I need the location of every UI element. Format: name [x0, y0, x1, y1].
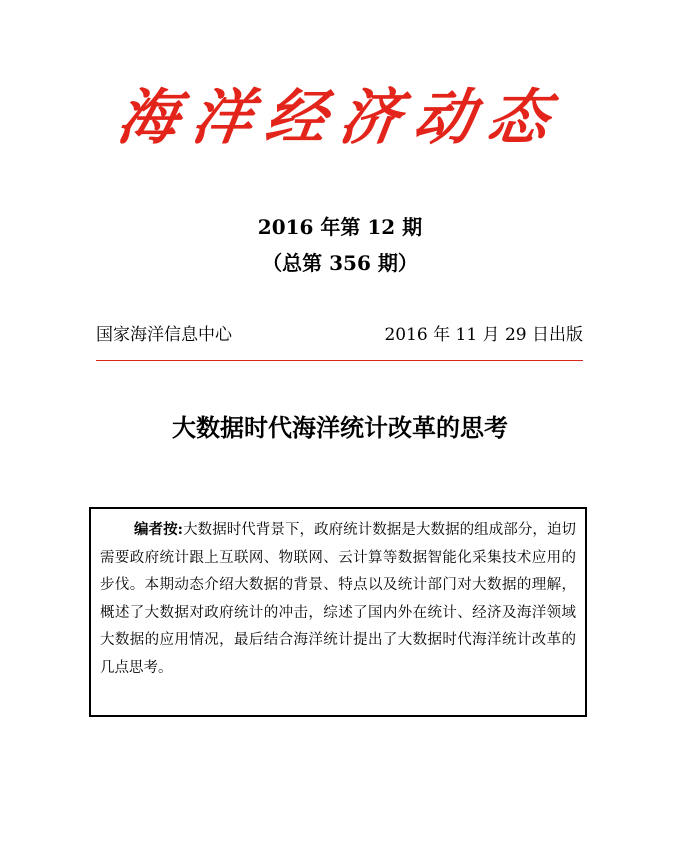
publisher-name: 国家海洋信息中心 — [96, 325, 232, 345]
editor-note-text: 大数据时代背景下，政府统计数据是大数据的组成部分，迫切需要政府统计跟上互联网、物联网、云计算等数据智能化采集技术应用的步伐。本期动态介绍大数据的背景、特点以及统计部门对大数据的理解，概述了大数据对政府统计的冲击，综述了国内外在统计、经济及海洋领域大数据的应用情况，最后结合海洋统计提出了大数据时代海洋统计改革的几点思考。 — [100, 522, 577, 676]
publication-date: 2016 年 11 月 29 日出版 — [384, 325, 583, 345]
editor-note-label: 编者按: — [134, 521, 184, 538]
publication-info-row — [96, 322, 583, 348]
issue-number: 2016 年第 12 期 — [257, 215, 423, 239]
article-title: 大数据时代海洋统计改革的思考 — [172, 414, 508, 442]
issue-total-number: （总第 356 期） — [262, 251, 418, 275]
header-divider — [96, 360, 583, 361]
masthead-title: 海洋经济动态 — [113, 83, 567, 153]
editor-note-box — [89, 507, 587, 717]
